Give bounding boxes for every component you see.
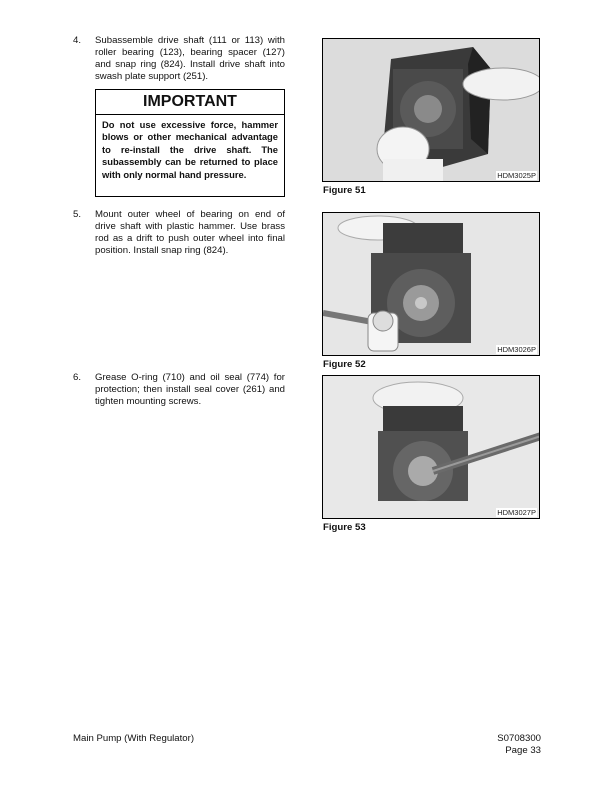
- important-notice: [95, 89, 285, 197]
- step-number: 4.: [73, 35, 82, 46]
- step-text: Mount outer wheel of bearing on end of drive shaft with plastic hammer. Use brass rod as a drift to push outer wheel into final position. Install snap ring (824).: [95, 209, 285, 257]
- footer-page-number: Page 33: [505, 745, 541, 756]
- pump-photo-53: [323, 376, 540, 519]
- figure-code: HDM3025P: [497, 171, 536, 180]
- step-number: 5.: [73, 209, 82, 220]
- figure-caption: Figure 53: [323, 522, 366, 533]
- footer-doc-number: S0708300: [497, 733, 541, 744]
- step-4: [73, 35, 285, 83]
- footer-section-title: Main Pump (With Regulator): [73, 733, 195, 744]
- figure-code: HDM3027P: [497, 508, 536, 517]
- figure-51-photo: [322, 38, 540, 182]
- pump-photo-52: [323, 213, 540, 356]
- figure-code: HDM3026P: [497, 345, 536, 354]
- figure-52-photo: [322, 212, 540, 356]
- figure-caption: Figure 52: [323, 359, 366, 370]
- figure-53-photo: [322, 375, 540, 519]
- important-title: IMPORTANT: [96, 90, 284, 115]
- step-6: [73, 372, 285, 408]
- step-text: Grease O-ring (710) and oil seal (774) for protection; then install seal cover (261) and tighten mounting screws.: [95, 372, 285, 408]
- step-text: Subassemble drive shaft (111 or 113) with roller bearing (123), bearing spacer (127) and snap ring (824). Install drive shaft into swash plate support (251).: [95, 35, 285, 83]
- step-5: [73, 209, 285, 257]
- figure-caption: Figure 51: [323, 185, 366, 196]
- step-number: 6.: [73, 372, 82, 383]
- pump-photo-51: [323, 39, 540, 182]
- important-text: Do not use excessive force, hammer blows or other mechanical advantage to re-install the drive shaft. The subassembly can be returned to place with only normal hand pressure.: [102, 119, 278, 180]
